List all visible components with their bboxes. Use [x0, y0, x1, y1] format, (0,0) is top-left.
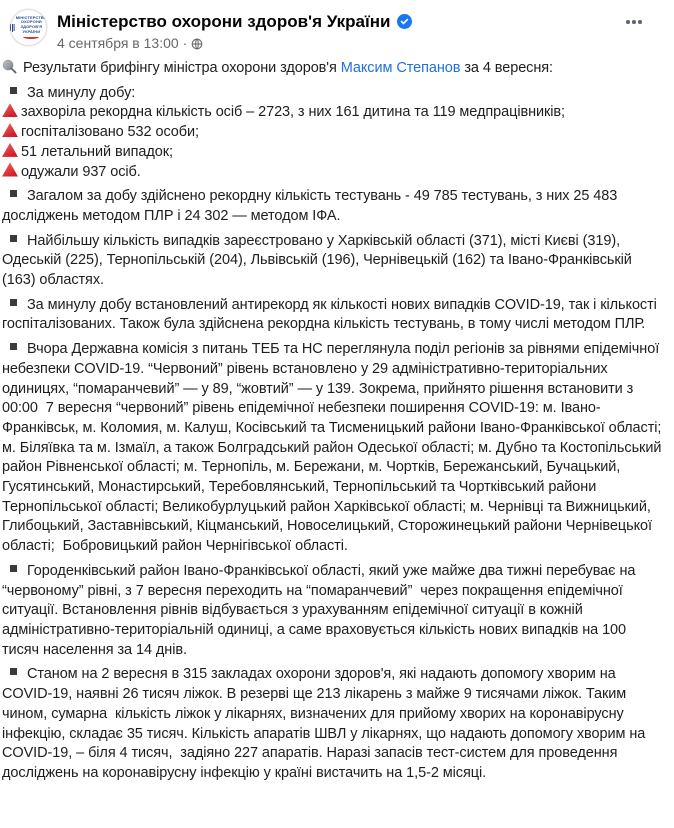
- avatar[interactable]: [10, 9, 47, 46]
- daily-stats-paragraph: [2, 84, 664, 183]
- dot-icon: [638, 20, 642, 24]
- square-bullet-icon: [10, 299, 17, 306]
- bullet-paragraph: [2, 665, 664, 783]
- intro-paragraph: [2, 59, 664, 79]
- red-triangle-icon: [2, 103, 18, 117]
- bullet-paragraph: [2, 187, 664, 226]
- red-triangle-icon: [2, 143, 18, 157]
- triangle-line: [2, 103, 664, 123]
- red-triangle-icon: [2, 163, 18, 177]
- bullet-text: Вчора Державна комісія з питань ТЕБ та НС переглянула поділ регіонів за рівнями епідемічної небезпеки COVID-19. “Червоний” рівень встановлено у 29 адміністративно-територіальних одиницях, “помаранчевий” — у 89, “жовтий” — у 139. Зокрема, прийнято рішення встановити з 00:00 7 вересня “червоний” рівень епідемічної небезпеки поширення COVID-19: м. Івано-Франківськ, м. Коломия, м. Калуш, Косівський та Тисменицький райони Івано-Франківської області; м. Біляївка та м. Ізмаїл, а також Болградський район Одеської області; м. Дубно та Костопільський район Рівненської області; м. Тернопіль, м. Бережани, м. Чортків, Бережанський, Бучацький, Гусятинський, Монастирський, Теребовлянський, Тернопільський та Чортківський райони Тернопільської області; Великобурлуцький район Харківської області; м. Чернівці та Вижницький, Глибоцький, Заставнівський, Кіцманський, Новоселицький, Сторожинецький райони Чернівецької області; Бобровицький район Чернігівської області.: [2, 341, 666, 555]
- square-bullet-icon: [10, 343, 17, 350]
- more-options-button[interactable]: [622, 12, 646, 32]
- page-name-row: [57, 11, 412, 32]
- red-triangle-icon: [2, 123, 18, 137]
- square-bullet-icon: [10, 190, 17, 197]
- avatar-text-line: УКРАЇНИ: [22, 28, 41, 34]
- triangle-text: захворіла рекордна кількість осіб – 2723, з них 161 дитина та 119 медпрацівників;: [21, 104, 566, 121]
- bullet-paragraph: [2, 296, 664, 335]
- triangle-text: госпіталізовано 532 особи;: [21, 124, 199, 141]
- bullet-line: [2, 84, 664, 104]
- intro-text-prefix: Результати брифінгу міністра охорони здоров'я: [23, 60, 341, 76]
- square-bullet-icon: [10, 235, 17, 242]
- square-bullet-icon: [10, 668, 17, 675]
- timestamp-row: [57, 34, 412, 52]
- globe-privacy-icon: [191, 38, 203, 50]
- post-text: [0, 55, 674, 784]
- microphone-icon: [2, 59, 18, 75]
- avatar-red-swoosh: [23, 35, 39, 39]
- post-timestamp[interactable]: 4 сентября в 13:00: [57, 35, 179, 51]
- verified-badge-icon: [397, 14, 412, 29]
- bullet-text: Найбільшу кількість випадків зареєстровано у Харківській області (371), місті Києві (319), Одеській (225), Тернопільській (204), Львівській (196), Чернівецькій (162) та Івано-Франківській (163) областях.: [2, 232, 636, 289]
- avatar-logo-text: [16, 16, 47, 39]
- timestamp-separator: ·: [182, 35, 188, 51]
- square-bullet-icon: [10, 87, 17, 94]
- avatar-text-line: МІНІСТЕРСТВО: [15, 14, 47, 20]
- triangle-line: [2, 123, 664, 143]
- bullet-text: За минулу добу встановлений антирекорд як кількості нових випадків COVID-19, так і кількості госпіталізованих. Також була здійснена рекордна кількість тестувань, в тому числі методом ПЛР.: [2, 296, 665, 333]
- intro-text-suffix: за 4 вересня:: [460, 60, 554, 76]
- post-header: [0, 0, 674, 55]
- avatar-text-line: ОХОРОНИ: [20, 19, 42, 25]
- bullet-text: Городенківський район Івано-Франківської області, який уже майже два тижні перебуває на “червоному” рівні, з 7 вересня переходить на “помаранчевий” через покращення епідемічної ситуації. Встановлення рівнів відбувається з урахуванням епідемічної ситуації в кожній адміністративно-територіальній одиниці, а саме враховується кількість нових випадків на 100 тисяч населення за 14 днів.: [2, 562, 640, 658]
- triangle-text: одужали 937 осіб.: [21, 163, 141, 180]
- triangle-line: [2, 163, 664, 183]
- bullet-text: Станом на 2 вересня в 315 закладах охорони здоров'я, які надають допомогу хворим на COVID-19, наявні 26 тисяч ліжок. В резерві ще 213 лікарень з майже 9 тисячами ліжок. Таким чином, сумарна кількість ліжок у лікарнях, визначених для прийому хворих на коронавірусну інфекцію, складає 35 тисяч. Кількість апаратів ШВЛ у лікарнях, що надають допомогу хворим на COVID-19, – біля 4 тисяч, задіяно 227 апаратів. Наразі запасів тест-систем для проведення досліджень на коронавірусну інфекцію у країні вистачить на 1,5-2 місяці.: [2, 666, 650, 781]
- bullet-text: За минулу добу:: [27, 84, 136, 101]
- triangle-line: [2, 143, 664, 163]
- bullet-paragraph: [2, 562, 664, 661]
- person-link[interactable]: Максим Степанов: [340, 60, 461, 76]
- page-name-link[interactable]: Міністерство охорони здоров'я України: [57, 12, 391, 31]
- triangle-text: 51 летальний випадок;: [21, 143, 173, 160]
- dot-icon: [626, 20, 630, 24]
- bullet-paragraph: [2, 232, 664, 291]
- dot-icon: [632, 20, 636, 24]
- avatar-text-line: ЗДОРОВ'Я: [20, 24, 43, 29]
- square-bullet-icon: [10, 565, 17, 572]
- header-text: [57, 9, 412, 52]
- trident-icon: [10, 24, 14, 32]
- bullet-text: Загалом за добу здійснено рекордну кількість тестувань - 49 785 тестувань, з них 25 483 досліджень методом ПЛР і 24 302 — методом ІФА.: [2, 188, 622, 224]
- bullet-paragraph: [2, 340, 664, 557]
